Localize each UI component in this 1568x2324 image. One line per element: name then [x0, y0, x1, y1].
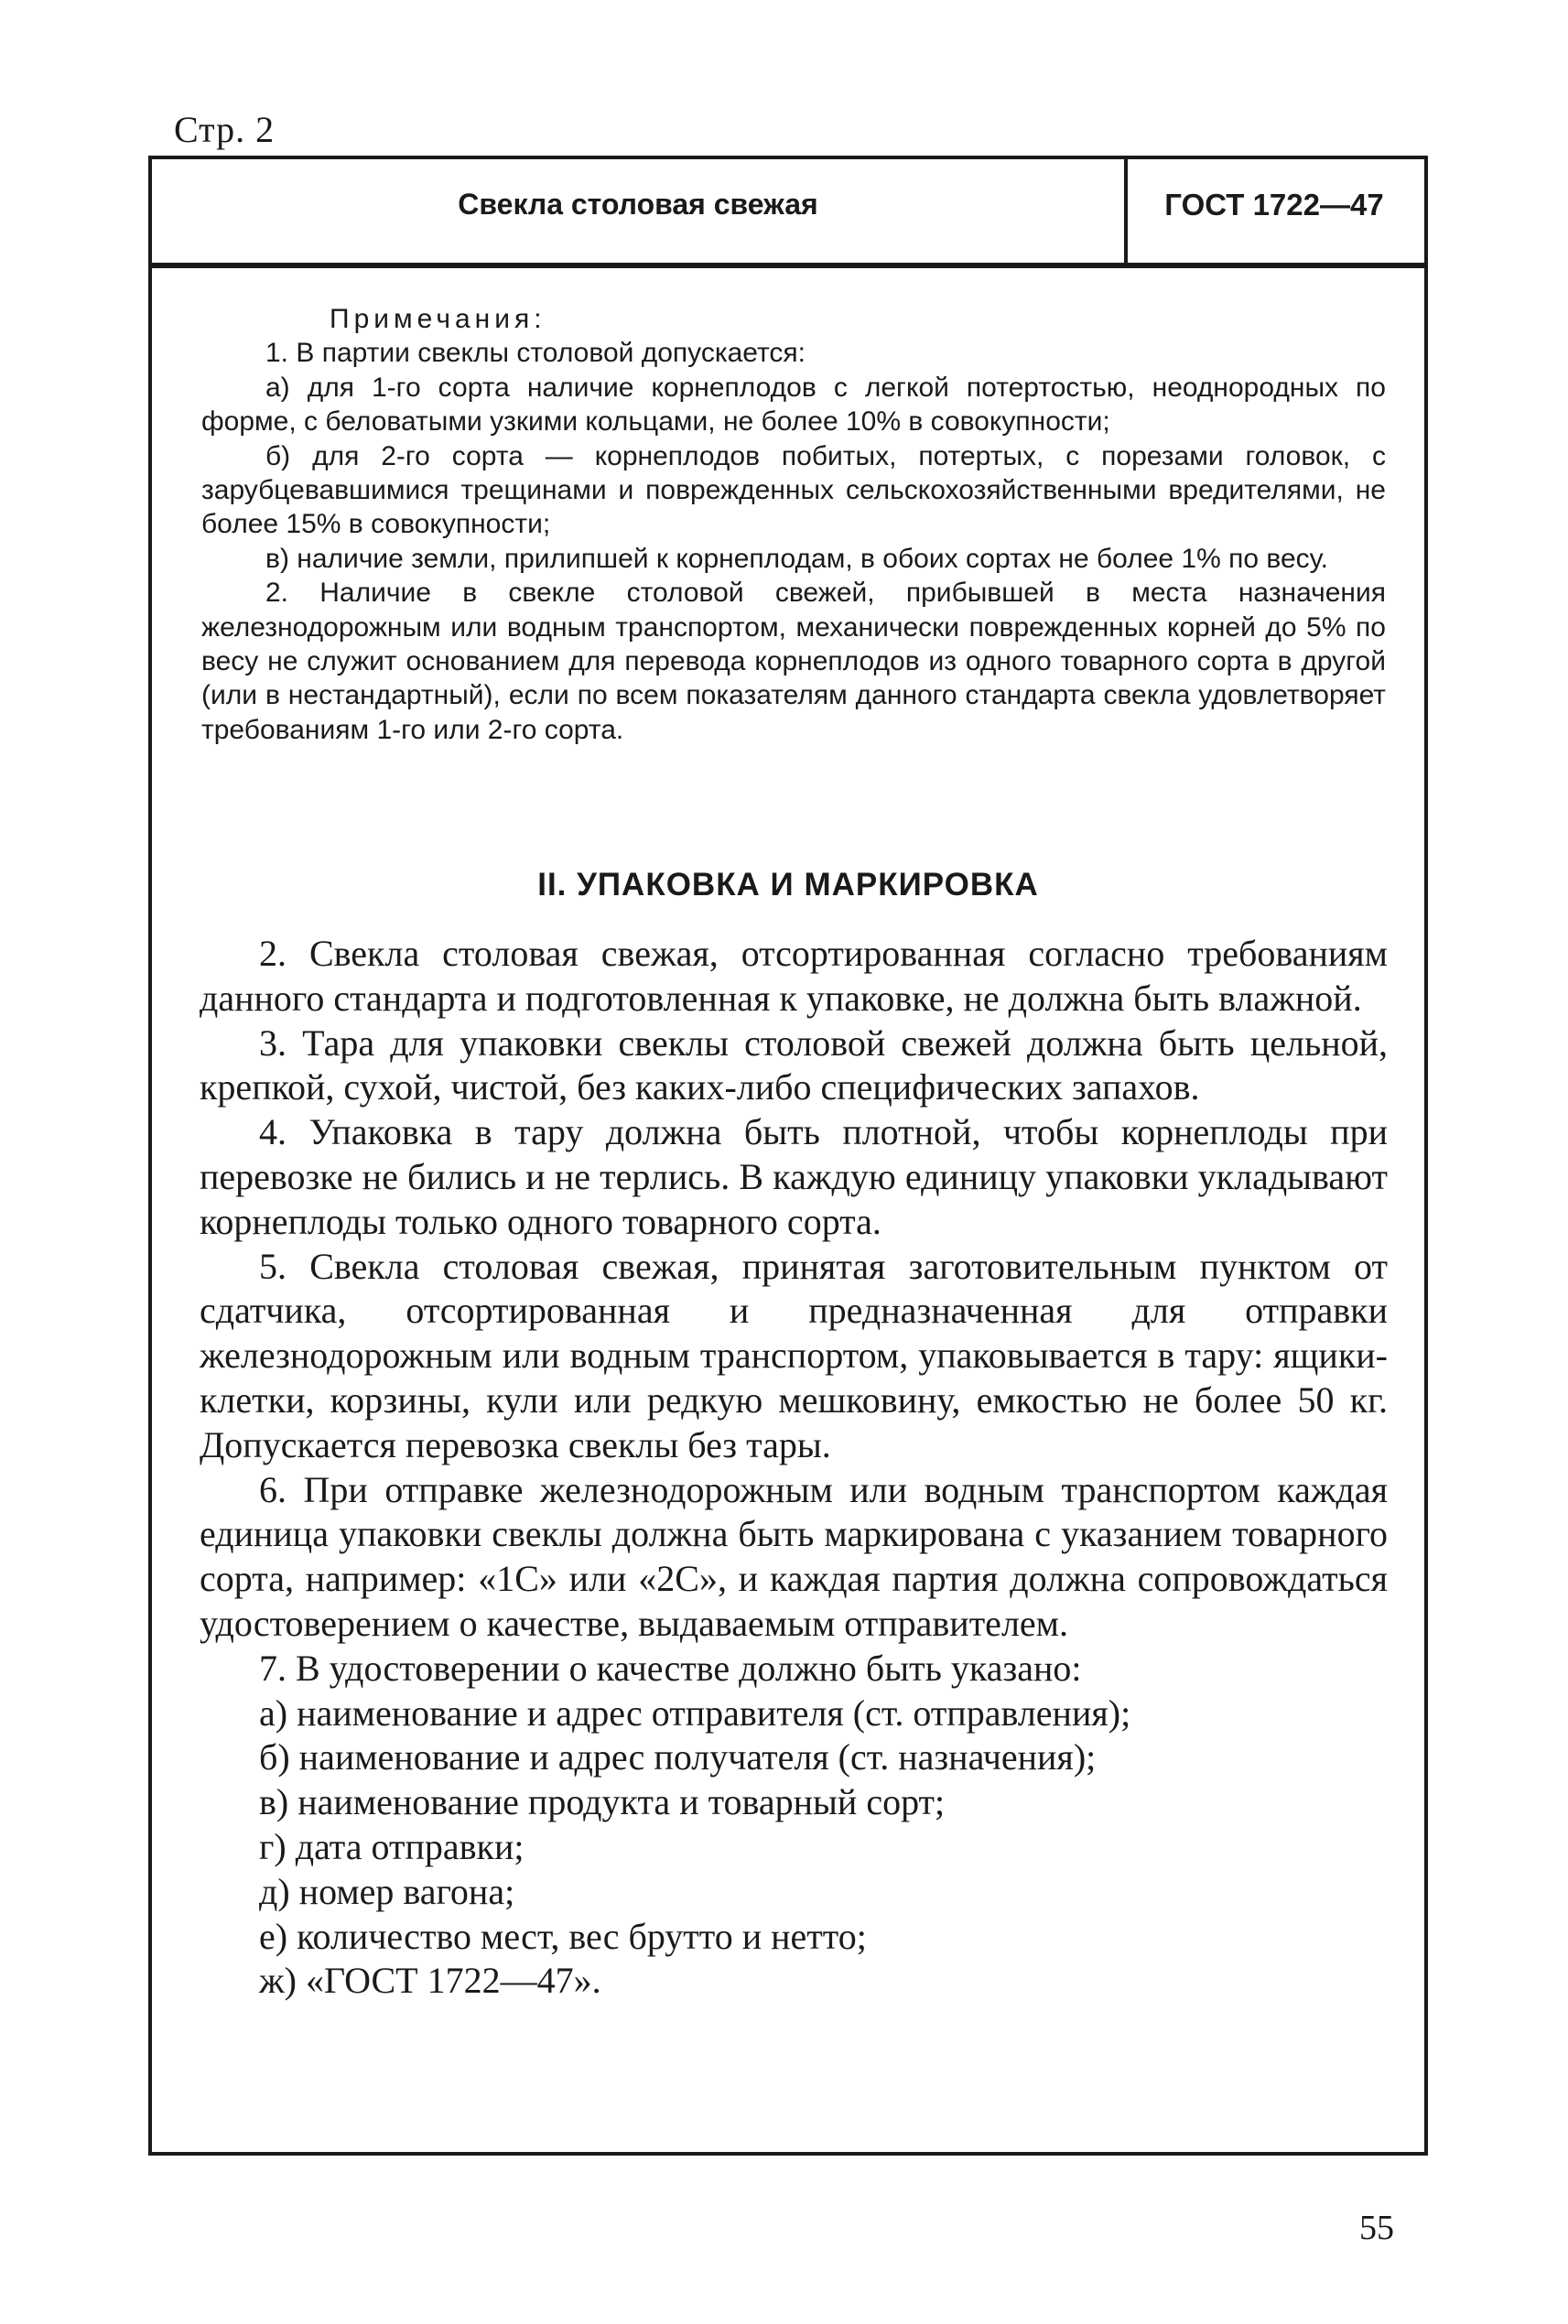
bottom-rule	[148, 2152, 1424, 2156]
header-bottom-rule	[148, 263, 1424, 268]
notes-title: Примечания:	[330, 304, 546, 334]
section-paragraph: 2. Свекла столовая свежая, отсортированная согласно требованиям данного стандарта и подготовленная к упаковке, не должна быть влажной.	[200, 933, 1388, 1019]
notes-block	[201, 302, 1386, 747]
note-paragraph: б) для 2-го сорта — корнеплодов побитых, потертых, с порезами головок, с зарубцевавшимися трещинами и поврежденных сельскохозяйственными вредителями, не более 15% в совокупности;	[201, 440, 1386, 540]
section-paragraph: 5. Свекла столовая свежая, принятая заготовительным пунктом от сдатчика, отсортированная и предназначенная для отправки железнодорожным или водным транспортом, упаковывается в тару: ящики-клетки, корзины, кули или редкую мешковину, емкостью не более 50 кг. Допускается перевозка свеклы без тары.	[200, 1245, 1388, 1465]
header-standard-number: ГОСТ 1722—47	[1164, 188, 1384, 222]
list-item: а) наименование и адрес отправителя (ст. отправления);	[259, 1692, 1131, 1734]
list-item: е) количество мест, вес брутто и нетто;	[259, 1915, 867, 1957]
section-paragraph: 3. Тара для упаковки свеклы столовой свежей должна быть цельной, крепкой, сухой, чистой, без каких-либо специфических запахов.	[200, 1021, 1388, 1108]
list-item: б) наименование и адрес получателя (ст. назначения);	[259, 1736, 1097, 1778]
header-top-rule	[148, 156, 1424, 159]
header-title: Свекла столовая свежая	[458, 188, 818, 221]
section-body	[200, 932, 1388, 2004]
section-paragraph: 6. При отправке железнодорожным или водным транспортом каждая единица упаковки свеклы должна быть маркирована с указанием товарного сорта, например: «1С» или «2С», и каждая партия должна сопровождаться удостоверением о качестве, выдаваемым отправителем.	[200, 1468, 1388, 1644]
section-paragraph: 7. В удостоверении о качестве должно быть указано:	[259, 1647, 1082, 1689]
section-paragraph: 4. Упаковка в тару должна быть плотной, чтобы корнеплоды при перевозке не бились и не терлись. В каждую единицу упаковки укладывают корнеплоды только одного товарного сорта.	[200, 1111, 1388, 1242]
note-paragraph: в) наличие земли, прилипшей к корнеплодам, в обоих сортах не более 1% по весу.	[265, 543, 1328, 574]
note-paragraph: а) для 1-го сорта наличие корнеплодов с легкой потертостью, неоднородных по форме, с беловатыми узкими кольцами, не более 10% в совокупности;	[201, 372, 1386, 438]
list-item: в) наименование продукта и товарный сорт;	[259, 1781, 946, 1823]
list-item: ж) «ГОСТ 1722—47».	[259, 1960, 601, 2002]
note-paragraph: 1. В партии свеклы столовой допускается:	[265, 338, 806, 369]
list-item: г) дата отправки;	[259, 1825, 524, 1867]
section-heading: II. УПАКОВКА И МАРКИРОВКА	[537, 867, 1039, 903]
page-number: 55	[1359, 2209, 1394, 2247]
page-label: Стр. 2	[174, 109, 276, 150]
note-paragraph: 2. Наличие в свекле столовой свежей, прибывшей в места назначения железнодорожным или водным транспортом, механически поврежденных корней до 5% по весу не служит основанием для перевода корнеплодов из одного товарного сорта в другой (или в нестандартный), если по всем показателям данного стандарта свекла удовлетворяет требованиям 1-го или 2-го сорта.	[201, 578, 1386, 745]
list-item: д) номер вагона;	[259, 1870, 515, 1912]
